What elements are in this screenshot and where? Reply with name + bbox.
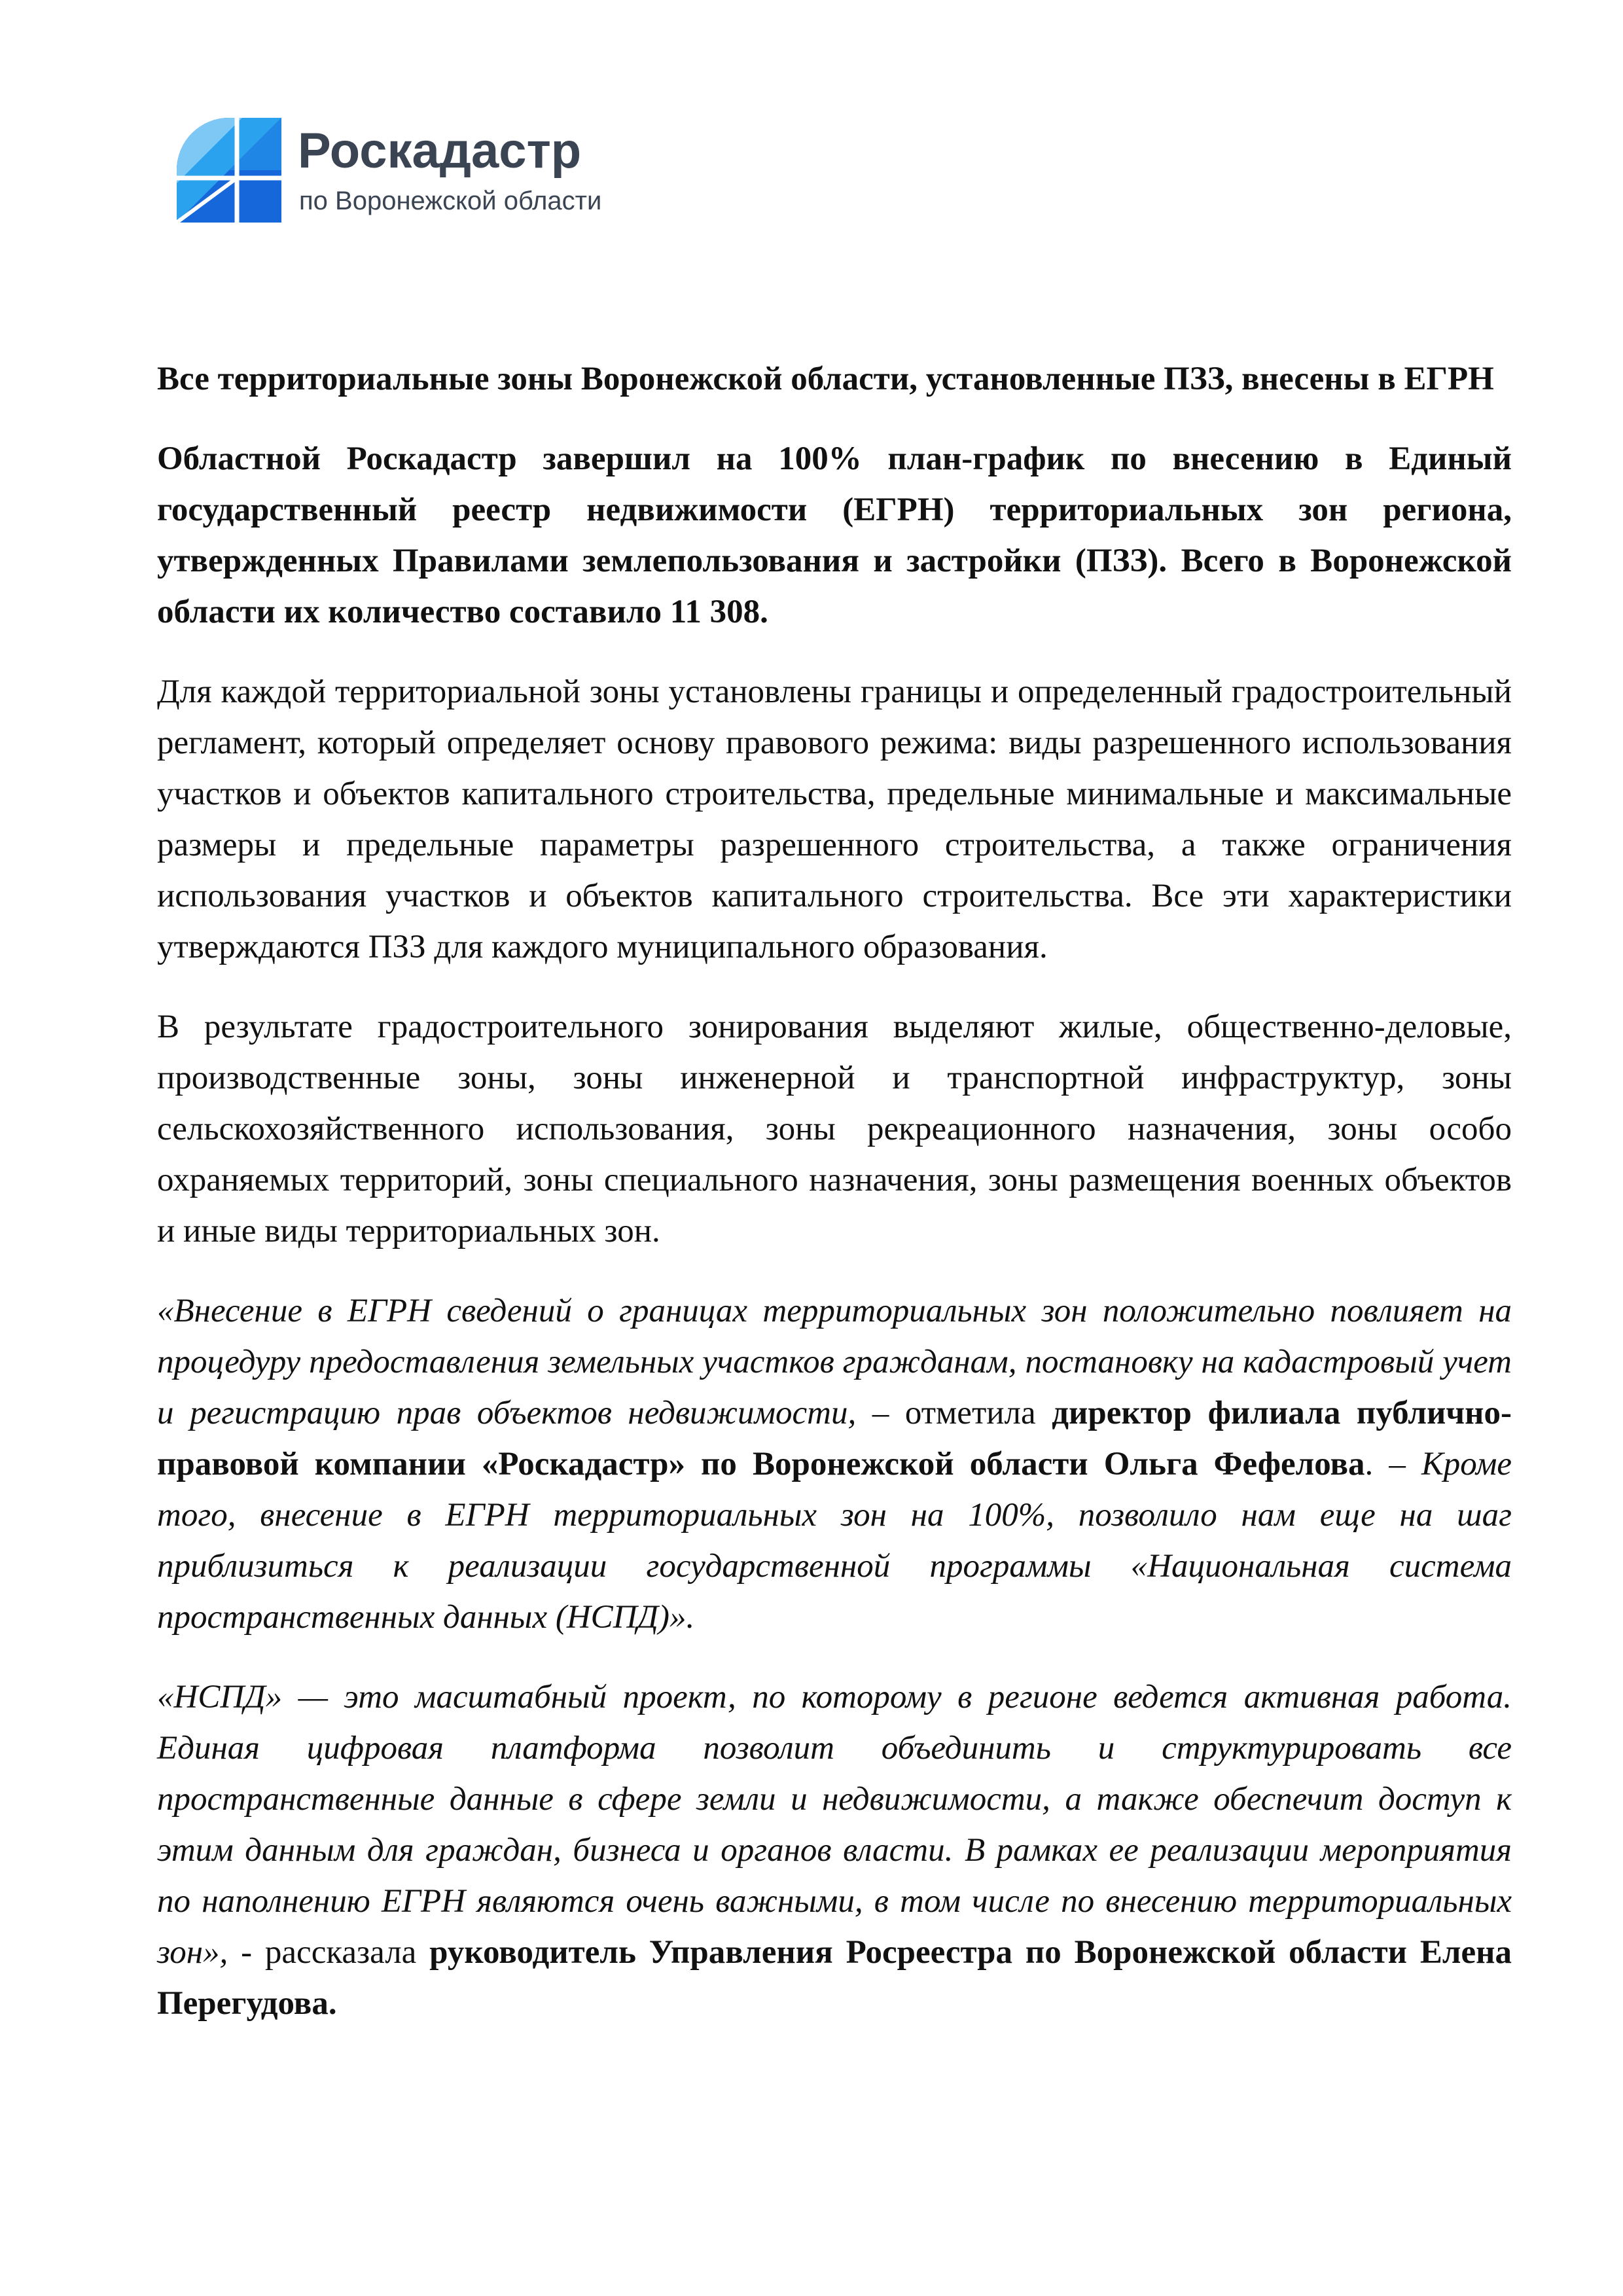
quote-fefelova	[157, 1285, 1512, 1643]
logo-subtitle: по Воронежской области	[299, 187, 602, 215]
paragraph-zones-regulation: Для каждой территориальной зоны установлены границы и определенный градостроительный регламент, который определяет основу правового режима: виды разрешенного использования участков и объектов капитального строительства, предельные минимальные и максимальные размеры и предельные параметры разрешенного строительства, а также ограничения использования участков и объектов капитального строительства. Все эти характеристики утверждаются ПЗЗ для каждого муниципального образования.	[157, 673, 1512, 965]
quote-peregudova-text: «НСПД» — это масштабный проект, по которому в регионе ведется активная работа. Единая цифровая платформа позволит объединить и структурировать все пространственные данные в сфере земли и недвижимости, а также обеспечит доступ к этим данным для граждан, бизнеса и органов власти. В рамках ее реализации мероприятия по наполнению ЕГРН являются очень важными, в том числе по внесению территориальных зон»,	[157, 1679, 1512, 1971]
article-lead: Областной Роскадастр завершил на 100% план-график по внесению в Единый государственный реестр недвижимости (ЕГРН) территориальных зон региона, утвержденных Правилами землепользования и застройки (ПЗЗ). Всего в Воронежской области их количество составило 11 308.	[157, 440, 1512, 630]
quote-fefelova-connector: отметила	[889, 1395, 1052, 1431]
quote-peregudova-connector: - рассказала	[228, 1934, 430, 1971]
article-headline: Все территориальные зоны Воронежской области, установленные ПЗЗ, внесены в ЕГРН	[157, 361, 1494, 397]
quote-fefelova-dash: . –	[1364, 1446, 1421, 1482]
logo	[177, 118, 700, 229]
article-body	[157, 353, 1512, 2058]
quote-fefelova-speaker: директор филиала публично-правовой компании «Роскадастр» по Воронежской области Ольга Фефелова	[157, 1395, 1512, 1482]
logo-title: Роскадастр	[298, 123, 582, 179]
quote-peregudova	[157, 1672, 1512, 2029]
quote-fefelova-part-1: «Внесение в ЕГРН сведений о границах территориальных зон положительно повлияет на процедуру предоставления земельных участков гражданам, постановку на кадастровый учет и регистрацию прав объектов недвижимости, –	[157, 1293, 1512, 1431]
quote-peregudova-speaker: руководитель Управления Росреестра по Воронежской области Елена Перегудова.	[157, 1934, 1512, 2022]
paragraph-zone-types: В результате градостроительного зонирования выделяют жилые, общественно-деловые, производственные зоны, зоны инженерной и транспортной инфраструктур, зоны сельскохозяйственного использования, зоны рекреационного назначения, зоны особо охраняемых территорий, зоны специального назначения, зоны размещения военных объектов и иные виды территориальных зон.	[157, 1009, 1512, 1249]
roskadastr-logo-icon	[177, 118, 281, 223]
quote-fefelova-part-2: Кроме того, внесение в ЕГРН территориальных зон на 100%, позволило нам еще на шаг приблизиться к реализации государственной программы «Национальная система пространственных данных (НСПД)».	[157, 1446, 1512, 1636]
